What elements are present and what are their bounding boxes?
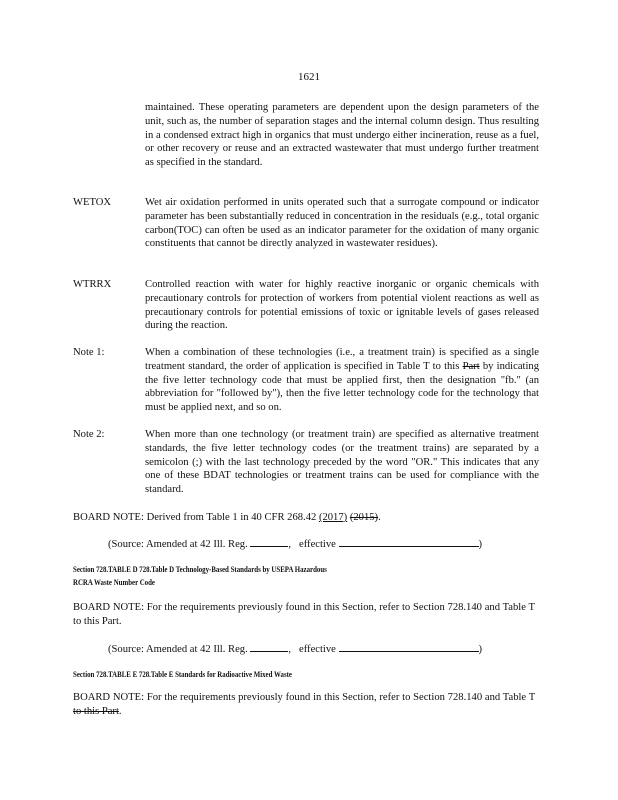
continuation-text: maintained. These operating parameters are dependent upon the design parameters of the unit, such as, the number of separation stages and the internal column design. Thus resulting in a condensed extract high in organics that must undergo either incineration, reuse as a fuel, or other recovery or reuse and an extracted wastewater that must undergo further treatment as specified in the standard. — [145, 102, 539, 169]
term-wtrrx: WTRRX — [73, 279, 112, 290]
definition-wtrrx-text: Controlled reaction with water for highly reactive inorganic or organic chemicals with precautionary controls for protection of workers from potential violent reactions as well as precautionary controls for potential emissions of toxic or ignitable levels of gases released during the reaction. — [145, 279, 539, 332]
board-note-3-text: BOARD NOTE: For the requirements previously found in this Section, refer to Section 728.140 and Table T — [73, 692, 535, 703]
board-note-1-end: . — [378, 512, 381, 523]
source-1-blank-date — [339, 536, 479, 547]
source-2-comma: , — [288, 644, 292, 655]
section-heading-table-d-line1: Section 728.TABLE D 728.Table D Technology-Based Standards by USEPA Hazardous — [73, 565, 327, 574]
source-note-1 — [108, 536, 538, 552]
definition-wetox-text: Wet air oxidation performed in units operated such that a surrogate compound or indicator parameter has been substantially reduced in concentration in the residuals (e.g., total organic carbon(TOC) can often be used as an indicator parameter for the oxidation of many organic constituents that cannot be directly analyzed in wastewater residues). — [145, 197, 539, 250]
note-2-label: Note 2: — [73, 429, 105, 440]
source-1-effective: effective — [299, 539, 336, 550]
board-note-3 — [73, 691, 535, 719]
note-1-text-part1: When a combination of these technologies (i.e., a treatment train) is specified as a single treatment standard, the order of application is specified in Table T to this — [145, 347, 539, 372]
source-2-close: ) — [478, 644, 483, 655]
board-note-1-deleted: (2015) — [349, 512, 379, 523]
source-2-blank-reg — [250, 641, 288, 652]
note-1-struck-word: Part — [462, 360, 480, 372]
source-2-effective: effective — [299, 644, 336, 655]
board-note-1-text: BOARD NOTE: Derived from Table 1 in 40 CFR 268.42 — [73, 512, 319, 523]
source-2-blank-date — [339, 641, 479, 652]
board-note-1 — [73, 511, 535, 525]
board-note-1-inserted: (2017) — [318, 512, 348, 523]
source-1-close: ) — [478, 539, 483, 550]
source-2-text: (Source: Amended at 42 Ill. Reg. — [108, 644, 248, 655]
board-note-2: BOARD NOTE: For the requirements previously found in this Section, refer to Section 728.140 and Table T to this Part. — [73, 602, 535, 627]
note-2-text: When more than one technology (or treatment train) are specified as alternative treatment standards, the five letter technology codes (or the treatment trains) are separated by a semicolon (;) with the last technology preceded by the word "OR." This indicates that any one of these BDAT technologies or treatment trains can be used for compliance with the standard. — [145, 429, 539, 496]
page-number: 1621 — [298, 71, 320, 83]
note-1-label: Note 1: — [73, 347, 105, 358]
section-heading-table-e: Section 728.TABLE E 728.Table E Standards for Radioactive Mixed Waste — [73, 670, 292, 679]
term-wetox: WETOX — [73, 197, 112, 208]
source-1-text: (Source: Amended at 42 Ill. Reg. — [108, 539, 248, 550]
note-1-text — [145, 346, 539, 415]
source-1-comma: , — [288, 539, 292, 550]
note-1-text-part2: by indicating the five letter technology code that must be applied first, then the designation "fb." (an abbreviation for "followed by"), then the five letter technology code for the technology that must be applied next, and so on. — [145, 360, 539, 414]
source-1-blank-reg — [250, 536, 288, 547]
section-heading-table-d-line2: RCRA Waste Number Code — [73, 578, 155, 587]
board-note-3-deleted: to this Part — [73, 705, 119, 717]
board-note-3-end: . — [118, 705, 122, 717]
source-note-2 — [108, 641, 538, 657]
section-heading-table-d — [73, 563, 442, 589]
